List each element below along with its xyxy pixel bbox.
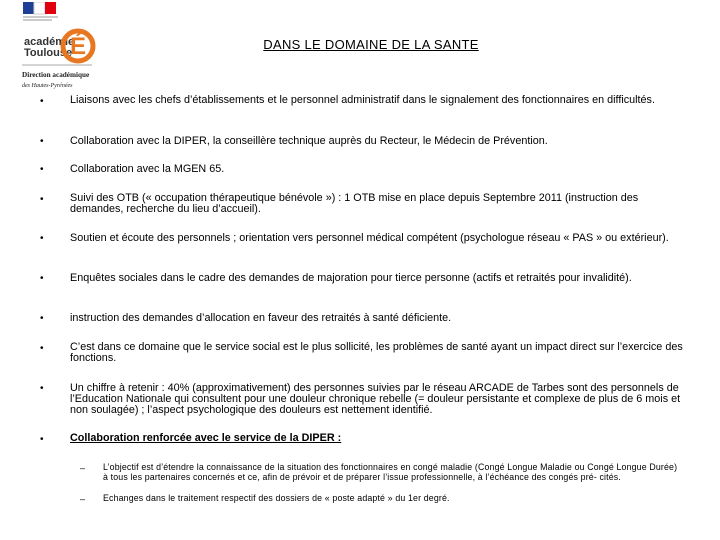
bullet-icon: •: [40, 233, 44, 244]
list-item: Collaboration avec la MGEN 65.: [70, 163, 225, 175]
logo-sub-line1: Direction académique: [22, 71, 90, 79]
bullet-icon: •: [40, 434, 44, 445]
list-item: Suivi des OTB (« occupation thérapeutique bénévole ») : 1 OTB mise en place depuis Septembre 2011 (instruction des demandes, recherche du lieu d’accueil).: [70, 192, 639, 215]
sub-list-item: Echanges dans le traitement respectif des dossiers de « poste adapté » du 1er degré.: [103, 493, 450, 503]
sub-list-item: L’objectif est d’étendre la connaissance de la situation des fonctionnaires en congé maladie (Congé Longue Maladie ou Congé Longue Durée) à tous les partenaires concernés et ce, afin de prévoir et de préparer l’issue professionnelle, à l’échéance des congés pré- cités.: [103, 462, 678, 482]
list-item: C’est dans ce domaine que le service social est le plus sollicité, les problèmes de santé ayant un impact direct sur l’exercice des fonctions.: [70, 341, 683, 364]
bullet-icon: •: [40, 383, 44, 394]
list-item: Enquêtes sociales dans le cadre des demandes de majoration pour tierce personne (actifs et retraités pour invalidité).: [70, 272, 632, 284]
brand-line2: Toulouse: [24, 47, 73, 59]
logo-sub-line2: des Hautes-Pyrénées: [22, 83, 73, 89]
list-item: Collaboration avec la DIPER, la conseillère technique auprès du Recteur, le Médecin de Prévention.: [70, 135, 548, 147]
bullet-icon: •: [40, 313, 44, 324]
bullet-icon: •: [40, 194, 44, 205]
dash-icon: –: [80, 494, 86, 504]
list-item: Un chiffre à retenir : 40% (approximativement) des personnes suivies par le réseau ARCADE de Tarbes sont des personnels de l’Education Nationale qui consultent pour une douleur chronique rebelle (= douleur persistante et complexe de plus de 6 mois et non soulagée) ; l’aspect psychologique des douleurs est nettement identifié.: [70, 382, 681, 416]
page-title: DANS LE DOMAINE DE LA SANTE: [263, 37, 479, 52]
bullet-icon: •: [40, 273, 44, 284]
brand-line1: académie: [24, 36, 75, 48]
list-item-highlight: Collaboration renforcée avec le service de la DIPER :: [70, 432, 342, 444]
bullet-icon: •: [40, 136, 44, 147]
bullet-icon: •: [40, 96, 44, 107]
list-item: Soutien et écoute des personnels ; orientation vers personnel médical compétent (psychologue réseau « PAS » ou extérieur).: [70, 232, 669, 244]
brand-letter-icon: É: [70, 33, 87, 60]
list-item: Liaisons avec les chefs d’établissements et le personnel administratif dans le signalement des fonctionnaires en difficultés.: [70, 94, 655, 106]
list-item: instruction des demandes d’allocation en faveur des retraités à santé déficiente.: [70, 312, 452, 324]
bullet-icon: •: [40, 343, 44, 354]
bullet-icon: •: [40, 164, 44, 175]
dash-icon: –: [80, 463, 86, 473]
